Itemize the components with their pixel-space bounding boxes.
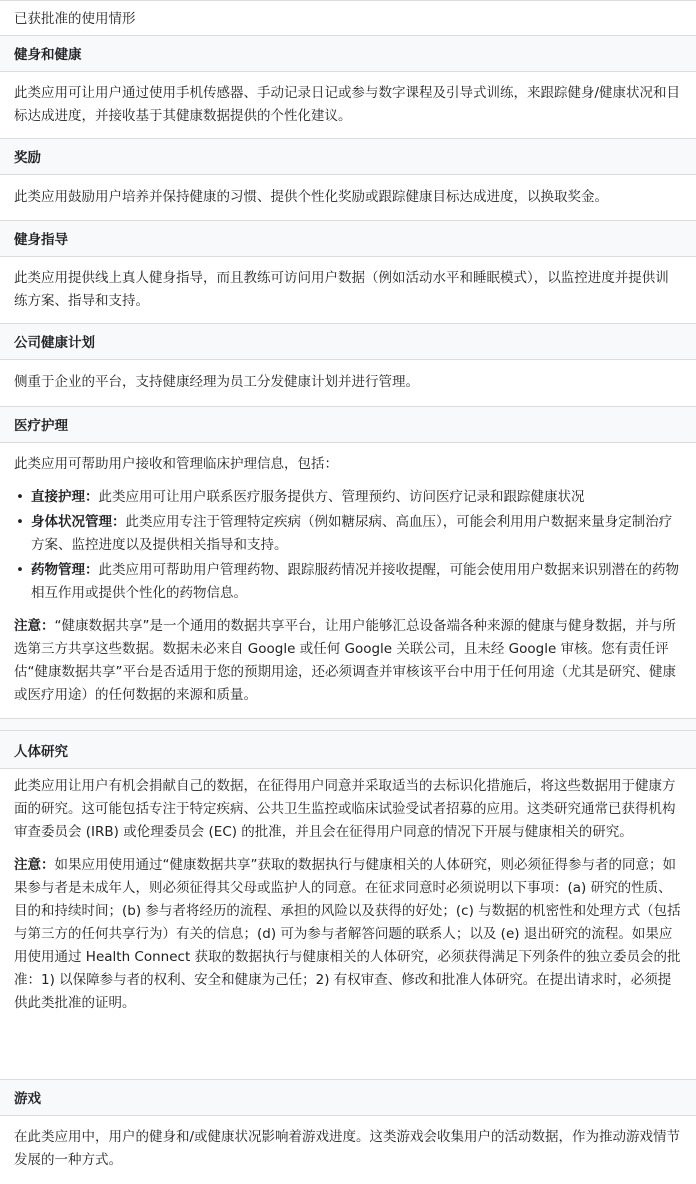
section-title: 健身指导 (14, 232, 68, 248)
table-header-title: 已获批准的使用情形 (14, 11, 136, 27)
section-body-medical (0, 443, 696, 719)
section-note (14, 615, 682, 707)
bullet-label: 身体状况管理： (31, 514, 126, 530)
section-body-corporate (0, 360, 696, 407)
section-heading-rewards (0, 139, 696, 175)
list-item (14, 486, 682, 509)
note-text: 如果应用使用通过“健康数据共享”获取的数据执行与健康相关的人体研究，则必须征得参与者的同意；如果参与者是未成年人，则必须征得其父母或监护人的同意。在征求同意时必须说明以下事项：(a) 研究的性质、目的和持续时间；(b) 参与者将经历的流程、承担的风险以及获得的好处；(c) 与数据的机密性和处理方式（包括与第三方的任何共享行为）有关的信息；(d) 可为参与者解答问题的联系人；以及 (e) 退出研究的流程。如果应用使用通过 Health Connect 获取的数据执行与健康相关的人体研究，必须获得满足下列条件的独立委员会的批准：1) 以保障参与者的权利、安全和健康为己任；2) 有权审查、修改和批准人体研究。在提出请求时，必须提供此类批准的证明。 (14, 857, 681, 1011)
section-text: 在此类应用中，用户的健身和/或健康状况影响着游戏进度。这类游戏会收集用户的活动数据，作为推动游戏情节发展的一种方式。 (14, 1129, 681, 1168)
section-body-coaching (0, 257, 696, 324)
bullet-label: 直接护理： (31, 489, 99, 505)
section-heading-medical (0, 407, 696, 443)
section-heading-games (0, 1080, 696, 1116)
section-title: 医疗护理 (14, 418, 68, 434)
list-item (14, 559, 682, 605)
section-body-fitness (0, 72, 696, 139)
table-header (0, 1, 696, 36)
section-text: 此类应用可让用户通过使用手机传感器、手动记录日记或参与数字课程及引导式训练，来跟踪健身/健康状况和目标达成进度，并接收基于其健康数据提供的个性化建议。 (14, 85, 681, 124)
bullet-list (14, 486, 682, 605)
bullet-icon: • (16, 562, 24, 578)
note-label: 注意： (14, 857, 55, 873)
section-note (14, 854, 682, 1015)
section-title: 奖励 (14, 150, 41, 166)
list-item (14, 511, 682, 557)
section-body-games (0, 1116, 696, 1184)
bullet-text: 此类应用专注于管理特定疾病（例如糖尿病、高血压），可能会利用用户数据来量身定制治疗方案、监控进度以及提供相关指导和支持。 (31, 514, 673, 553)
section-heading-coaching (0, 221, 696, 257)
note-text: “健康数据共享”是一个通用的数据共享平台，让用户能够汇总设备端各种来源的健康与健身数据，并与所选第三方共享这些数据。数据未必来自 Google 或任何 Google 关联公司，且未经 Google 审核。您有责任评估“健康数据共享”平台是否适用于您的预期用途，还必须调查并审核该平台中用于任何用途（尤其是研究、健康或医疗用途）的任何数据的来源和质量。 (14, 618, 676, 703)
section-intro: 此类应用可帮助用户接收和管理临床护理信息，包括： (14, 456, 338, 472)
bullet-icon: • (16, 489, 24, 505)
section-title: 游戏 (14, 1091, 41, 1107)
note-label: 注意： (14, 618, 55, 634)
bullet-text: 此类应用可让用户联系医疗服务提供方、管理预约、访问医疗记录和跟踪健康状况 (98, 489, 585, 505)
bullet-label: 药物管理： (31, 562, 99, 578)
section-heading-corporate (0, 324, 696, 360)
section-title: 健身和健康 (14, 47, 82, 63)
section-heading-fitness (0, 36, 696, 72)
section-text: 此类应用鼓励用户培养并保持健康的习惯、提供个性化奖励或跟踪健康目标达成进度，以换取奖金。 (14, 189, 608, 205)
section-body-rewards (0, 175, 696, 221)
section-title: 公司健康计划 (14, 335, 95, 351)
bullet-text: 此类应用可帮助用户管理药物、跟踪服药情况并接收提醒，可能会使用用户数据来识别潜在的药物相互作用或提供个性化的药物信息。 (31, 562, 679, 601)
bullet-icon: • (16, 514, 24, 530)
section-text: 侧重于企业的平台，支持健康经理为员工分发健康计划并进行管理。 (14, 374, 419, 390)
section-title: 人体研究 (14, 744, 68, 760)
section-text: 此类应用提供线上真人健身指导，而且教练可访问用户数据（例如活动水平和睡眠模式），以监控进度并提供训练方案、指导和支持。 (14, 270, 669, 309)
section-body-research (0, 769, 696, 1080)
section-heading-research (0, 731, 696, 769)
section-spacer (0, 719, 696, 731)
section-text: 此类应用让用户有机会捐献自己的数据，在征得用户同意并采取适当的去标识化措施后，将这些数据用于健康方面的研究。这可能包括专注于特定疾病、公共卫生监控或临床试验受试者招募的应用。这类研究通常已获得机构审查委员会 (IRB) 或伦理委员会 (EC) 的批准，并且会在征得用户同意的情况下开展与健康相关的研究。 (14, 778, 676, 840)
